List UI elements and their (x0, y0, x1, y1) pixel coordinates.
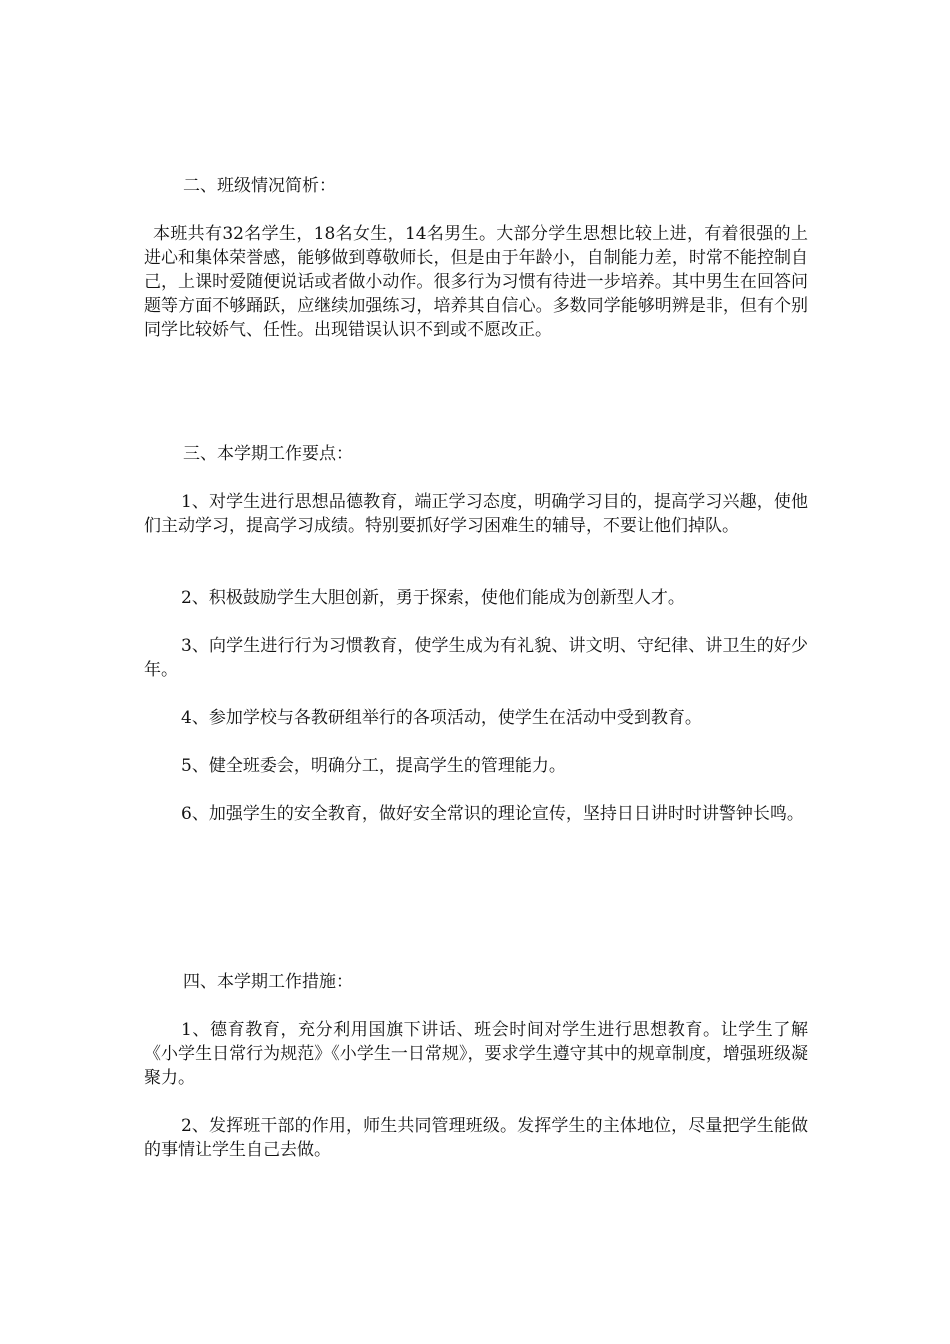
section-4-item-1: 1、德育教育，充分利用国旗下讲话、班会时间对学生进行思想教育。让学生了解《小学生日常行为规范》《小学生一日常规》，要求学生遵守其中的规章制度，增强班级凝聚力。 (144, 1020, 808, 1088)
section-2-body: 本班共有32名学生，18名女生，14名男生。大部分学生思想比较上进，有着很强的上进心和集体荣誉感，能够做到尊敬师长，但是由于年龄小，自制能力差，时常不能控制自己，上课时爱随便说话或者做小动作。很多行为习惯有待进一步培养。其中男生在回答问题等方面不够踊跃，应继续加强练习，培养其自信心。多数同学能够明辨是非，但有个别同学比较娇气、任性。出现错误认识不到或不愿改正。 (144, 224, 808, 340)
section-3-item-2: 2、积极鼓励学生大胆创新，勇于探索，使他们能成为创新型人才。 (181, 588, 685, 608)
section-3-item-4: 4、参加学校与各教研组举行的各项活动，使学生在活动中受到教育。 (181, 708, 702, 728)
section-3-item-3: 3、向学生进行行为习惯教育，使学生成为有礼貌、讲文明、守纪律、讲卫生的好少年。 (144, 636, 808, 680)
section-3-heading: 三、本学期工作要点： (183, 444, 353, 464)
section-4-heading: 四、本学期工作措施： (183, 972, 353, 992)
section-4-item-2: 2、发挥班干部的作用，师生共同管理班级。发挥学生的主体地位，尽量把学生能做的事情让学生自己去做。 (144, 1116, 808, 1160)
section-2-heading: 二、班级情况简析： (183, 176, 336, 196)
section-3-item-1: 1、对学生进行思想品德教育，端正学习态度，明确学习目的，提高学习兴趣，使他们主动学习，提高学习成绩。特别要抓好学习困难生的辅导，不要让他们掉队。 (144, 492, 808, 536)
section-3-item-5: 5、健全班委会，明确分工，提高学生的管理能力。 (181, 756, 566, 776)
section-3-item-6: 6、加强学生的安全教育，做好安全常识的理论宣传，坚持日日讲时时讲警钟长鸣。 (181, 804, 804, 824)
